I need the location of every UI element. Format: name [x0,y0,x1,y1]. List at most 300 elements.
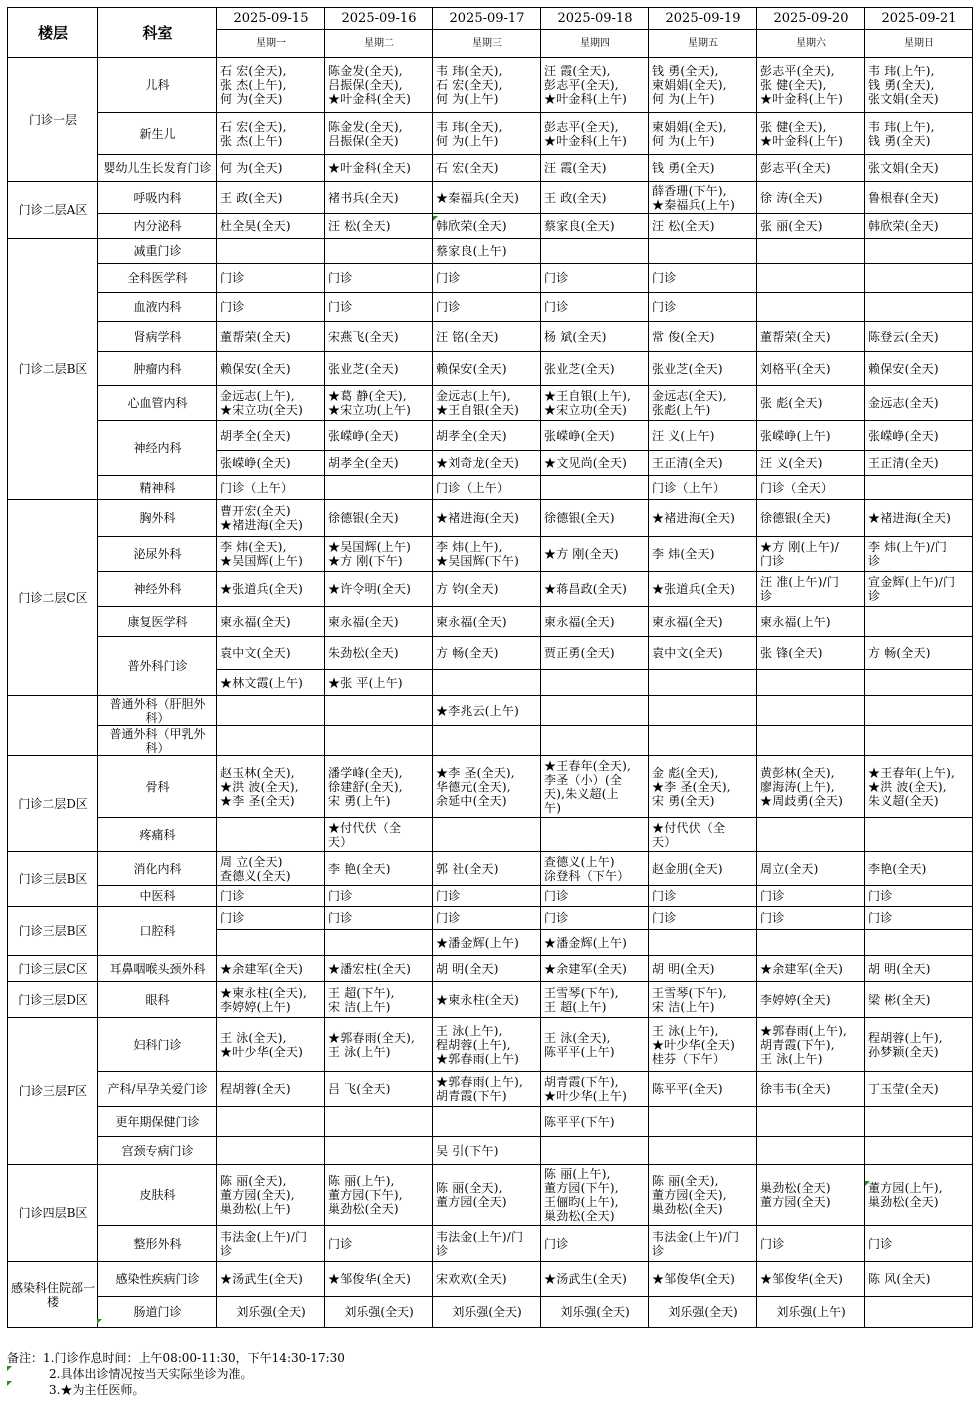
schedule-cell: 门诊 [757,907,865,930]
schedule-cell [865,930,973,956]
schedule-cell: 刘乐强(上午) [757,1297,865,1328]
dept-cell: 心血管内科 [98,386,217,421]
schedule-cell: 柬永福(全天) [217,607,325,637]
schedule-row [8,818,973,852]
schedule-cell: ★李 圣(全天), 华德元(全天), 余延中(全天) [433,756,541,818]
dept-cell: 感染性疾病门诊 [98,1262,217,1297]
dept-cell: 中医科 [98,886,217,907]
schedule-cell: 柬永福(全天) [541,607,649,637]
schedule-cell: 汪 霞(全天) [541,155,649,182]
schedule-cell: 金远志(全天) [865,386,973,421]
schedule-cell [325,696,433,726]
schedule-cell: 胡孝全(全天) [433,421,541,451]
schedule-cell: ★张 平(上午) [325,670,433,696]
schedule-cell [433,726,541,756]
floor-cell: 门诊三层D区 [8,982,98,1018]
schedule-cell: ★邹俊华(全天) [649,1262,757,1297]
dept-cell: 呼吸内科 [98,182,217,214]
schedule-cell: 门诊 [325,1226,433,1262]
schedule-cell [541,476,649,500]
schedule-cell: 方 畅(全天) [865,637,973,670]
schedule-cell: ★刘奇龙(全天) [433,451,541,476]
schedule-cell [541,726,649,756]
schedule-row [8,886,973,907]
schedule-cell [865,476,973,500]
schedule-cell: 柬永福(上午) [757,607,865,637]
schedule-row [8,1018,973,1072]
schedule-cell: ★林文霞(上午) [217,670,325,696]
schedule-cell [865,293,973,322]
schedule-cell: 刘乐强(全天) [325,1297,433,1328]
note-line: 2.具体出诊情况按当天实际坐诊为准。 [49,1367,253,1381]
schedule-cell: ★秦福兵(全天) [433,182,541,214]
weekday-header: 星期四 [541,30,649,58]
schedule-row [8,476,973,500]
schedule-cell: 陈金发(全天), 吕振保(全天), ★叶金科(全天) [325,58,433,113]
schedule-cell: 汪 准(上午)/门 诊 [757,572,865,607]
schedule-cell [649,1107,757,1137]
dept-cell: 更年期保健门诊 [98,1107,217,1137]
schedule-cell: 常 俊(全天) [649,322,757,352]
schedule-cell: ★张道兵(全天) [217,572,325,607]
schedule-cell: 王 政(全天) [541,182,649,214]
schedule-cell: 韩欣荣(全天) [433,214,541,239]
schedule-cell: 朱劲松(全天) [325,637,433,670]
schedule-cell [433,818,541,852]
schedule-cell: 柬娟娟(全天), 何 为(上午) [649,113,757,155]
schedule-cell: 门诊（上午） [649,476,757,500]
schedule-cell: 胡 明(全天) [433,956,541,982]
schedule-cell [865,670,973,696]
schedule-cell: 梁 彬(全天) [865,982,973,1018]
dept-cell: 婴幼儿生长发育门诊 [98,155,217,182]
schedule-cell [865,696,973,726]
schedule-cell: 李婷婷(全天) [757,982,865,1018]
schedule-cell: ★潘金辉(上午) [433,930,541,956]
schedule-cell: ★潘金辉(上午) [541,930,649,956]
schedule-cell [865,818,973,852]
schedule-cell: 门诊 [541,1226,649,1262]
schedule-cell: 汪 义(全天) [757,451,865,476]
schedule-cell [649,726,757,756]
date-header: 2025-09-15 [217,8,325,30]
schedule-cell [649,239,757,264]
dept-cell: 骨科 [98,756,217,818]
schedule-cell: 李 炜(全天), ★吴国辉(上午) [217,537,325,572]
schedule-cell: 查德义(上午) 涂登科（下午） [541,852,649,886]
schedule-cell: 钱 勇(全天) [649,155,757,182]
schedule-cell [649,1137,757,1165]
dept-cell: 血液内科 [98,293,217,322]
weekday-header: 星期六 [757,30,865,58]
schedule-body [8,58,973,1328]
schedule-cell: 李艳(全天) [865,852,973,886]
schedule-row [8,386,973,421]
schedule-cell: ★付代伏（全 天） [325,818,433,852]
schedule-cell: ★王自银(上午), ★宋立功(全天) [541,386,649,421]
schedule-cell: ★汤武生(全天) [541,1262,649,1297]
schedule-row [8,537,973,572]
schedule-cell [865,1137,973,1165]
schedule-cell: 徐韦韦(全天) [757,1072,865,1107]
schedule-cell: 门诊 [649,293,757,322]
schedule-cell: 郭 社(全天) [433,852,541,886]
schedule-cell: 方 钧(全天) [433,572,541,607]
schedule-cell [757,1107,865,1137]
schedule-cell: ★许令明(全天) [325,572,433,607]
schedule-cell: 张文娟(全天) [865,155,973,182]
schedule-row [8,58,973,113]
dept-cell: 普通外科（甲乳外科） [98,726,217,756]
schedule-cell [757,670,865,696]
schedule-cell: ★文见尚(全天) [541,451,649,476]
schedule-row [8,637,973,670]
schedule-cell: 汪 霞(全天), 彭志平(全天), ★叶金科(上午) [541,58,649,113]
floor-cell: 门诊三层C区 [8,956,98,982]
schedule-cell [217,239,325,264]
schedule-cell: 王雪琴(下午), 宋 洁(上午) [649,982,757,1018]
schedule-cell: ★蒋昌政(全天) [541,572,649,607]
schedule-cell [217,696,325,726]
schedule-cell: 周立(全天) [757,852,865,886]
schedule-row [8,421,973,451]
schedule-cell [757,696,865,726]
schedule-row [8,756,973,818]
dept-cell: 康复医学科 [98,607,217,637]
schedule-cell: 杨 斌(全天) [541,322,649,352]
schedule-cell: ★潘宏柱(全天) [325,956,433,982]
weekday-header: 星期二 [325,30,433,58]
date-header: 2025-09-19 [649,8,757,30]
schedule-cell: ★葛 静(全天), ★宋立功(上午) [325,386,433,421]
schedule-cell: ★付代伏（全 天） [649,818,757,852]
schedule-row [8,907,973,930]
schedule-cell: 王 泳(上午), 程胡蓉(上午), ★郭春雨(上午) [433,1018,541,1072]
schedule-cell [217,1107,325,1137]
schedule-cell: 刘乐强(全天) [541,1297,649,1328]
schedule-cell: 蔡家良(上午) [433,239,541,264]
dept-cell: 妇科门诊 [98,1018,217,1072]
schedule-cell [325,1107,433,1137]
schedule-cell: 石 宏(全天) [433,155,541,182]
date-header: 2025-09-17 [433,8,541,30]
schedule-cell [649,670,757,696]
schedule-cell [325,930,433,956]
schedule-cell: 韦 玮(上午), 钱 勇(全天), 张文娟(全天) [865,58,973,113]
schedule-cell: ★郭春雨(上午), 胡青霞(下午) [433,1072,541,1107]
schedule-cell: 徐德银(全天) [757,500,865,537]
schedule-cell: ★郭春雨(全天), 王 泳(上午) [325,1018,433,1072]
schedule-cell: 金远志(上午), ★宋立功(全天) [217,386,325,421]
schedule-cell: 周 立(全天) 查德义(全天) [217,852,325,886]
schedule-cell: 张嵘峥(上午) [757,421,865,451]
schedule-cell: 韦 玮(全天), 石 宏(全天), 何 为(上午) [433,58,541,113]
dept-header: 科室 [98,8,217,58]
schedule-cell: 胡孝全(全天) [217,421,325,451]
dept-cell: 泌尿外科 [98,537,217,572]
schedule-cell: 刘乐强(全天) [649,1297,757,1328]
schedule-cell: ★王春年(上午), ★洪 波(全天), 朱义超(全天) [865,756,973,818]
schedule-cell: 门诊 [757,1226,865,1262]
schedule-cell: ★余建军(全天) [541,956,649,982]
schedule-cell: 汪 松(全天) [649,214,757,239]
date-header: 2025-09-18 [541,8,649,30]
date-header: 2025-09-16 [325,8,433,30]
weekday-header: 星期五 [649,30,757,58]
schedule-cell: 杜全昊(全天) [217,214,325,239]
schedule-cell: 金远志(上午), ★王自银(全天) [433,386,541,421]
schedule-cell: 刘乐强(全天) [433,1297,541,1328]
schedule-cell: 赖保安(全天) [433,352,541,386]
schedule-row [8,113,973,155]
schedule-cell: 徐 涛(全天) [757,182,865,214]
schedule-cell: 王 泳(全天), ★叶少华(全天) [217,1018,325,1072]
dept-cell: 皮肤科 [98,1165,217,1226]
dept-cell: 肠道门诊 [98,1297,217,1328]
cell-marker-icon [7,1381,12,1386]
dept-cell: 普通外科（肝胆外科） [98,696,217,726]
schedule-cell: 门诊 [865,907,973,930]
schedule-row [8,726,973,756]
cell-marker-icon [865,1181,870,1186]
schedule-cell: 薛香珊(下午), ★秦福兵(上午) [649,182,757,214]
schedule-cell [865,1107,973,1137]
schedule-cell: 门诊 [649,886,757,907]
schedule-cell: 蔡家良(全天) [541,214,649,239]
schedule-cell: ★郭春雨(上午), 胡青霞(下午), 王 泳(上午) [757,1018,865,1072]
schedule-cell: 张嵘峥(全天) [325,421,433,451]
floor-header: 楼层 [8,8,98,58]
schedule-cell: 陈 丽(全天), 董方园(全天), 巢劲松(全天) [649,1165,757,1226]
floor-cell: 门诊二层D区 [8,756,98,852]
schedule-cell: 王 泳(上午), ★叶少华(全天) 桂芬（下午） [649,1018,757,1072]
floor-cell: 门诊二层C区 [8,500,98,696]
dept-cell: 口腔科 [98,907,217,956]
schedule-row [8,214,973,239]
schedule-row [8,1072,973,1107]
schedule-cell: 胡 明(全天) [865,956,973,982]
schedule-cell: 赖保安(全天) [865,352,973,386]
schedule-cell: ★吴国辉(上午) ★方 刚(下午) [325,537,433,572]
dept-cell: 肿瘤内科 [98,352,217,386]
schedule-cell [757,818,865,852]
schedule-cell: 门诊 [865,1226,973,1262]
schedule-cell: 门诊 [541,264,649,293]
schedule-cell [649,696,757,726]
schedule-cell: 韦法金(上午)/门 诊 [649,1226,757,1262]
dept-cell: 普外科门诊 [98,637,217,696]
schedule-cell: 袁中文(全天) [217,637,325,670]
schedule-cell: 董方园(上午), 巢劲松(全天) [865,1165,973,1226]
schedule-cell: ★柬永柱(全天) [433,982,541,1018]
schedule-row [8,572,973,607]
schedule-cell: 张嵘峥(全天) [217,451,325,476]
schedule-cell: 门诊 [325,264,433,293]
schedule-cell: 王 超(下午), 宋 洁(上午) [325,982,433,1018]
schedule-cell [541,1137,649,1165]
schedule-cell: ★王春年(全天), 李圣（小）(全 天),朱义超(上 午) [541,756,649,818]
schedule-cell: 方 畅(全天) [433,637,541,670]
schedule-cell: 陈 风(全天) [865,1262,973,1297]
schedule-cell [325,1137,433,1165]
schedule-cell: ★方 刚(上午)/ 门诊 [757,537,865,572]
schedule-cell: 曹开宏(全天) ★褚进海(全天) [217,500,325,537]
schedule-cell: 李 炜(全天) [649,537,757,572]
schedule-cell [325,239,433,264]
schedule-cell: 石 宏(全天), 张 杰(上午), 何 为(全天) [217,58,325,113]
schedule-cell: 汪 义(上午) [649,421,757,451]
schedule-row [8,155,973,182]
schedule-row [8,239,973,264]
schedule-cell [757,239,865,264]
schedule-cell: ★邹俊华(全天) [757,1262,865,1297]
schedule-cell: ★邹俊华(全天) [325,1262,433,1297]
weekday-header: 星期一 [217,30,325,58]
schedule-cell: 赵金朋(全天) [649,852,757,886]
schedule-cell: 门诊 [541,886,649,907]
schedule-cell: 柬永福(全天) [649,607,757,637]
schedule-row [8,1165,973,1226]
schedule-cell: 门诊 [433,264,541,293]
schedule-cell: 张 丽(全天) [757,214,865,239]
weekday-header: 星期日 [865,30,973,58]
schedule-cell: 金 彪(全天), ★李 圣(全天), 宋 勇(全天) [649,756,757,818]
schedule-cell [217,930,325,956]
schedule-cell: 李 炜(上午)/门 诊 [865,537,973,572]
dept-cell: 神经外科 [98,572,217,607]
schedule-cell: 刘乐强(全天) [217,1297,325,1328]
schedule-cell [217,1137,325,1165]
schedule-cell: 陈 丽(上午), 董方园(下午), 巢劲松(全天) [325,1165,433,1226]
schedule-cell: 门诊 [325,293,433,322]
cell-marker-icon [7,1366,12,1371]
dept-cell: 全科医学科 [98,264,217,293]
schedule-cell: 钱 勇(全天), 柬娟娟(全天), 何 为(上午) [649,58,757,113]
schedule-cell: 张 健(全天), ★叶金科(上午) [757,113,865,155]
schedule-cell: ★张道兵(全天) [649,572,757,607]
dept-cell: 新生儿 [98,113,217,155]
schedule-cell: 门诊 [325,907,433,930]
schedule-cell: ★余建军(全天) [217,956,325,982]
schedule-cell: 李 艳(全天) [325,852,433,886]
schedule-cell: 门诊 [649,907,757,930]
schedule-cell: ★汤武生(全天) [217,1262,325,1297]
schedule-cell: 徐德银(全天) [325,500,433,537]
dept-cell: 宫颈专病门诊 [98,1137,217,1165]
schedule-cell: 门诊 [649,264,757,293]
schedule-cell: 韩欣荣(全天) [865,214,973,239]
schedule-cell: 韦法金(上午)/门 诊 [217,1226,325,1262]
schedule-cell: 黄彭林(全天), 廖海涛(上午), ★周歧勇(全天) [757,756,865,818]
schedule-cell [325,726,433,756]
schedule-cell [541,670,649,696]
dept-cell: 眼科 [98,982,217,1018]
schedule-cell [433,670,541,696]
schedule-cell [865,607,973,637]
schedule-cell [217,818,325,852]
schedule-cell: ★余建军(全天) [757,956,865,982]
schedule-cell [865,264,973,293]
schedule-cell: 陈 丽(上午), 董方园(下午), 王俪昀(上午), 巢劲松(全天) [541,1165,649,1226]
schedule-row [8,852,973,886]
schedule-cell: 门诊 [217,293,325,322]
schedule-cell: 赵玉林(全天), ★洪 波(全天), ★李 圣(全天) [217,756,325,818]
schedule-cell: 门诊 [433,886,541,907]
schedule-cell: 门诊 [217,886,325,907]
schedule-cell: 胡青霞(下午), ★叶少华(上午) [541,1072,649,1107]
schedule-cell: 吴 引(下午) [433,1137,541,1165]
schedule-row [8,696,973,726]
schedule-cell [649,930,757,956]
schedule-row [8,293,973,322]
schedule-cell: 王雪琴(下午), 王 超(上午) [541,982,649,1018]
schedule-row [8,956,973,982]
schedule-row [8,1226,973,1262]
schedule-cell: 李 炜(上午), ★吴国辉(下午) [433,537,541,572]
schedule-cell: 汪 铭(全天) [433,322,541,352]
schedule-cell: 袁中文(全天) [649,637,757,670]
schedule-cell: 张嵘峥(全天) [865,421,973,451]
schedule-row [8,264,973,293]
schedule-cell [541,239,649,264]
schedule-cell: ★柬永柱(全天), 李婷婷(上午) [217,982,325,1018]
schedule-cell: 陈平平(下午) [541,1107,649,1137]
notes [7,1350,345,1398]
schedule-cell [757,726,865,756]
floor-cell [8,696,98,756]
schedule-cell: 褚书兵(全天) [325,182,433,214]
schedule-cell: 丁玉莹(全天) [865,1072,973,1107]
schedule-cell [757,293,865,322]
schedule-cell: 石 宏(全天), 张 杰(上午) [217,113,325,155]
schedule-cell: 彭志平(全天), 张 健(全天), ★叶金科(上午) [757,58,865,113]
schedule-cell [541,818,649,852]
dept-cell: 产科/早孕关爱门诊 [98,1072,217,1107]
note-line: 备注：1.门诊作息时间：上午08:00-11:30，下午14:30-17:30 [7,1351,345,1365]
weekday-header: 星期三 [433,30,541,58]
schedule-cell: 张 彪(全天) [757,386,865,421]
cell-marker-icon [97,1319,102,1324]
schedule-cell [757,1137,865,1165]
schedule-cell: ★方 刚(全天) [541,537,649,572]
schedule-cell: 张业芝(全天) [649,352,757,386]
schedule-cell: 门诊 [433,907,541,930]
schedule-cell: 门诊（上午） [433,476,541,500]
schedule-cell: 程胡蓉(上午), 孙梦颖(全天) [865,1018,973,1072]
dept-cell: 减重门诊 [98,239,217,264]
schedule-cell: 胡 明(全天) [649,956,757,982]
schedule-table [7,7,973,1328]
schedule-row [8,500,973,537]
schedule-cell: ★叶金科(全天) [325,155,433,182]
schedule-cell: 彭志平(全天) [757,155,865,182]
dept-cell: 整形外科 [98,1226,217,1262]
schedule-cell: 何 为(全天) [217,155,325,182]
schedule-cell: 宋欢欢(全天) [433,1262,541,1297]
schedule-row [8,1107,973,1137]
schedule-cell: 陈 丽(全天), 董方园(全天), 巢劲松(上午) [217,1165,325,1226]
schedule-cell: 贾正勇(全天) [541,637,649,670]
schedule-cell: 门诊 [541,293,649,322]
floor-cell: 门诊三层B区 [8,907,98,956]
schedule-cell: 吕 飞(全天) [325,1072,433,1107]
dept-cell: 消化内科 [98,852,217,886]
schedule-cell: 门诊 [325,886,433,907]
schedule-cell: 王正清(全天) [865,451,973,476]
schedule-cell: ★褚进海(全天) [865,500,973,537]
date-header: 2025-09-21 [865,8,973,30]
schedule-cell: 韦 玮(全天), 何 为(上午) [433,113,541,155]
